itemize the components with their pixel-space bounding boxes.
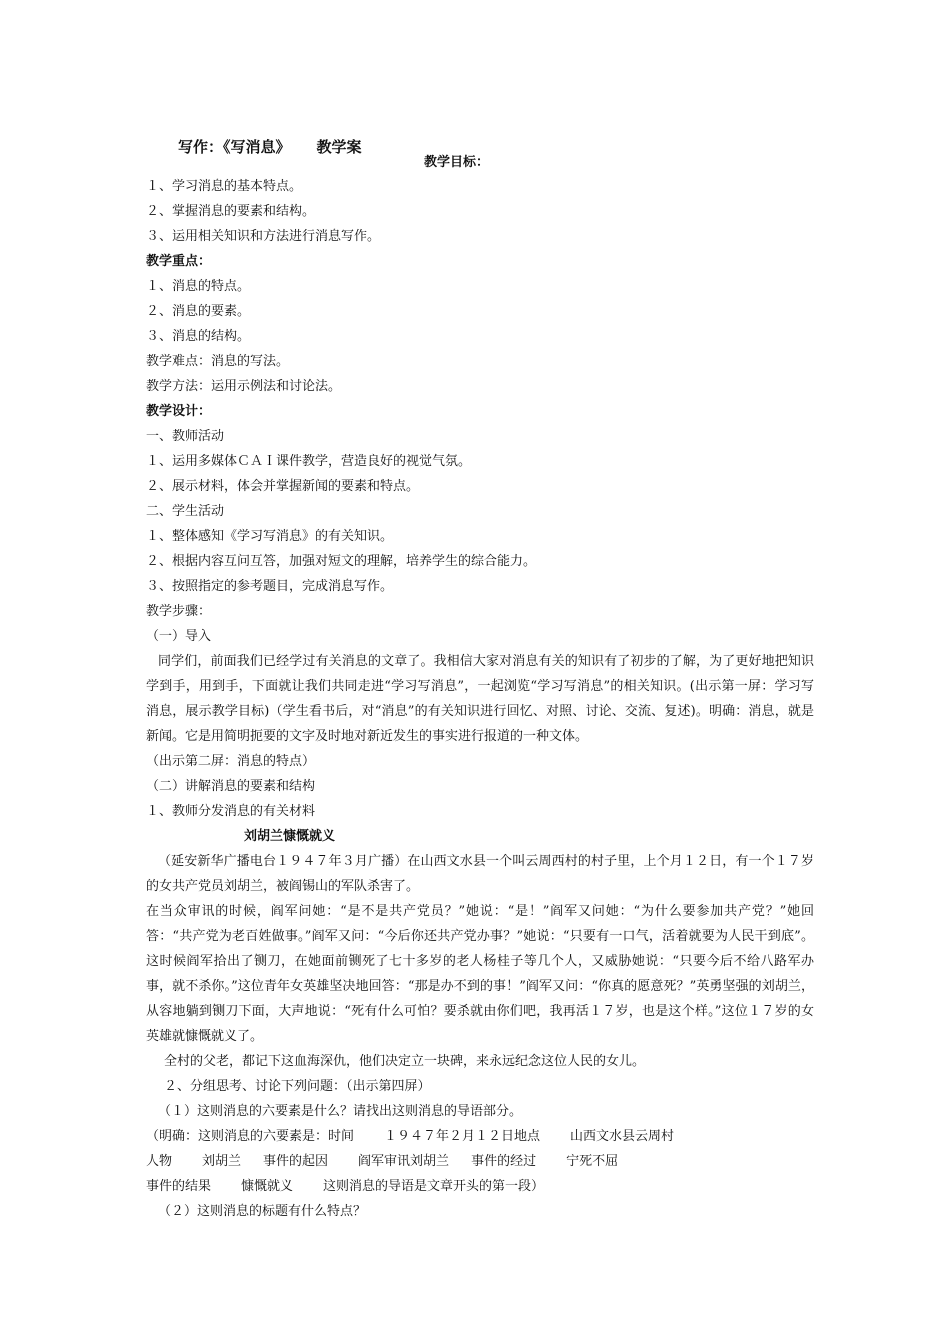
goal-item-3: ３、运用相关知识和方法进行消息写作。 <box>146 229 381 244</box>
document-body <box>146 174 814 1224</box>
news-title: 刘胡兰慷慨就义 <box>244 829 336 844</box>
news-paragraph-2: 在当众审讯的时候，阎军问她：“是不是共产党员？”她说：“是！”阎军又问她：“为什么要参加共产党？”她回答：“共产党为老百姓做事。”阎军又问：“今后你还共产党办事？”她说：“只要有一口气，活着就要为人民干到底”。这时候阎军拾出了铡刀，在她面前铡死了七十多岁的老人杨桂子等几个人，又威胁她说：“只要今后不给八路军办事，就不杀你。”这位青年女英雄坚决地回答：“那是办不到的事！”阎军又问：“你真的愿意死？”英勇坚强的刘胡兰，从容地躺到铡刀下面，大声地说：“死有什么可怕？要杀就由你们吧，我再活１７岁，也是这个样。”这位１７岁的女英雄就慷慨就义了。 <box>146 904 814 1044</box>
answer-place: 山西文水县云周村 <box>570 1129 675 1144</box>
answer-person: 刘胡兰 <box>202 1154 242 1169</box>
goal-item-1: １、学习消息的基本特点。 <box>146 179 303 194</box>
focus-item-2: ２、消息的要素。 <box>146 304 251 319</box>
teacher-item-2: ２、展示材料，体会并掌握新闻的要素和特点。 <box>146 479 420 494</box>
step2-heading: （二）讲解消息的要素和结构 <box>146 779 316 794</box>
answer-process-label: 事件的经过 <box>471 1154 537 1169</box>
answer-line-3 <box>146 1174 814 1199</box>
answer-line-2 <box>146 1149 814 1174</box>
answer-lead: 这则消息的导语是文章开头的第一段） <box>323 1179 545 1194</box>
title-part2: 教学案 <box>316 138 362 156</box>
news-paragraph-3: 全村的父老，都记下这血海深仇，他们决定立一块碑，来永远纪念这位人民的女儿。 <box>164 1054 646 1069</box>
focus-item-3: ３、消息的结构。 <box>146 329 251 344</box>
student-item-2: ２、根据内容互问互答，加强对短文的理解，培养学生的综合能力。 <box>146 554 537 569</box>
question-2: （２）这则消息的标题有什么特点？ <box>158 1204 367 1219</box>
student-item-1: １、整体感知《学习写消息》的有关知识。 <box>146 529 394 544</box>
answer-cause: 阎军审讯刘胡兰 <box>358 1154 450 1169</box>
design-heading: 教学设计： <box>146 404 212 419</box>
method-line: 教学方法：运用示例法和讨论法。 <box>146 379 342 394</box>
difficulty-line: 教学难点：消息的写法。 <box>146 354 290 369</box>
teacher-heading: 一、教师活动 <box>146 429 225 444</box>
answer-label: （明确：这则消息的六要素是：时间 <box>146 1129 355 1144</box>
document-title <box>178 136 362 157</box>
answer-person-label: 人物 <box>146 1154 173 1169</box>
answer-result: 慷慨就义 <box>241 1179 294 1194</box>
student-item-3: ３、按照指定的参考题目，完成消息写作。 <box>146 579 394 594</box>
focus-heading: 教学重点： <box>146 254 212 269</box>
focus-item-1: １、消息的特点。 <box>146 279 251 294</box>
answer-result-label: 事件的结果 <box>146 1179 212 1194</box>
steps-heading: 教学步骤： <box>146 604 212 619</box>
screen2-line: （出示第二屏：消息的特点） <box>146 754 316 769</box>
intro-paragraph: 同学们，前面我们已经学过有关消息的文章了。我相信大家对消息有关的知识有了初步的了解，为了更好地把知识学到手，用到手，下面就让我们共同走进“学习写消息”，一起浏览“学习写消息”的相关知识。(出示第一屏：学习写消息，展示教学目标)（学生看书后，对“消息”的有关知识进行回忆、对照、讨论、交流、复述)。明确：消息，就是新闻。它是用简明扼要的文字及时地对新近发生的事实进行报道的一种文体。 <box>146 654 814 744</box>
news-paragraph-1: （延安新华广播电台１９４７年３月广播）在山西文水县一个叫云周西村的村子里，上个月１２日，有一个１７岁的女共产党员刘胡兰，被阎锡山的军队杀害了。 <box>146 854 814 894</box>
teacher-item-1: １、运用多媒体ＣＡＩ课件教学，营造良好的视觉气氛。 <box>146 454 472 469</box>
student-heading: 二、学生活动 <box>146 504 225 519</box>
step1-heading: （一）导入 <box>146 629 212 644</box>
answer-line-1 <box>146 1124 814 1149</box>
title-part1: 写作：《写消息》 <box>178 138 291 156</box>
answer-cause-label: 事件的起因 <box>263 1154 329 1169</box>
question-1: （１）这则消息的六要素是什么？请找出这则消息的导语部分。 <box>158 1104 523 1119</box>
goal-item-2: ２、掌握消息的要素和结构。 <box>146 204 316 219</box>
step2-item-2: ２、分组思考、讨论下列问题：（出示第四屏） <box>164 1079 431 1094</box>
goals-heading: 教学目标： <box>424 155 490 170</box>
step2-item-1: １、教师分发消息的有关材料 <box>146 804 316 819</box>
answer-process: 宁死不屈 <box>566 1154 619 1169</box>
answer-time: １９４７年２月１２日地点 <box>384 1129 541 1144</box>
